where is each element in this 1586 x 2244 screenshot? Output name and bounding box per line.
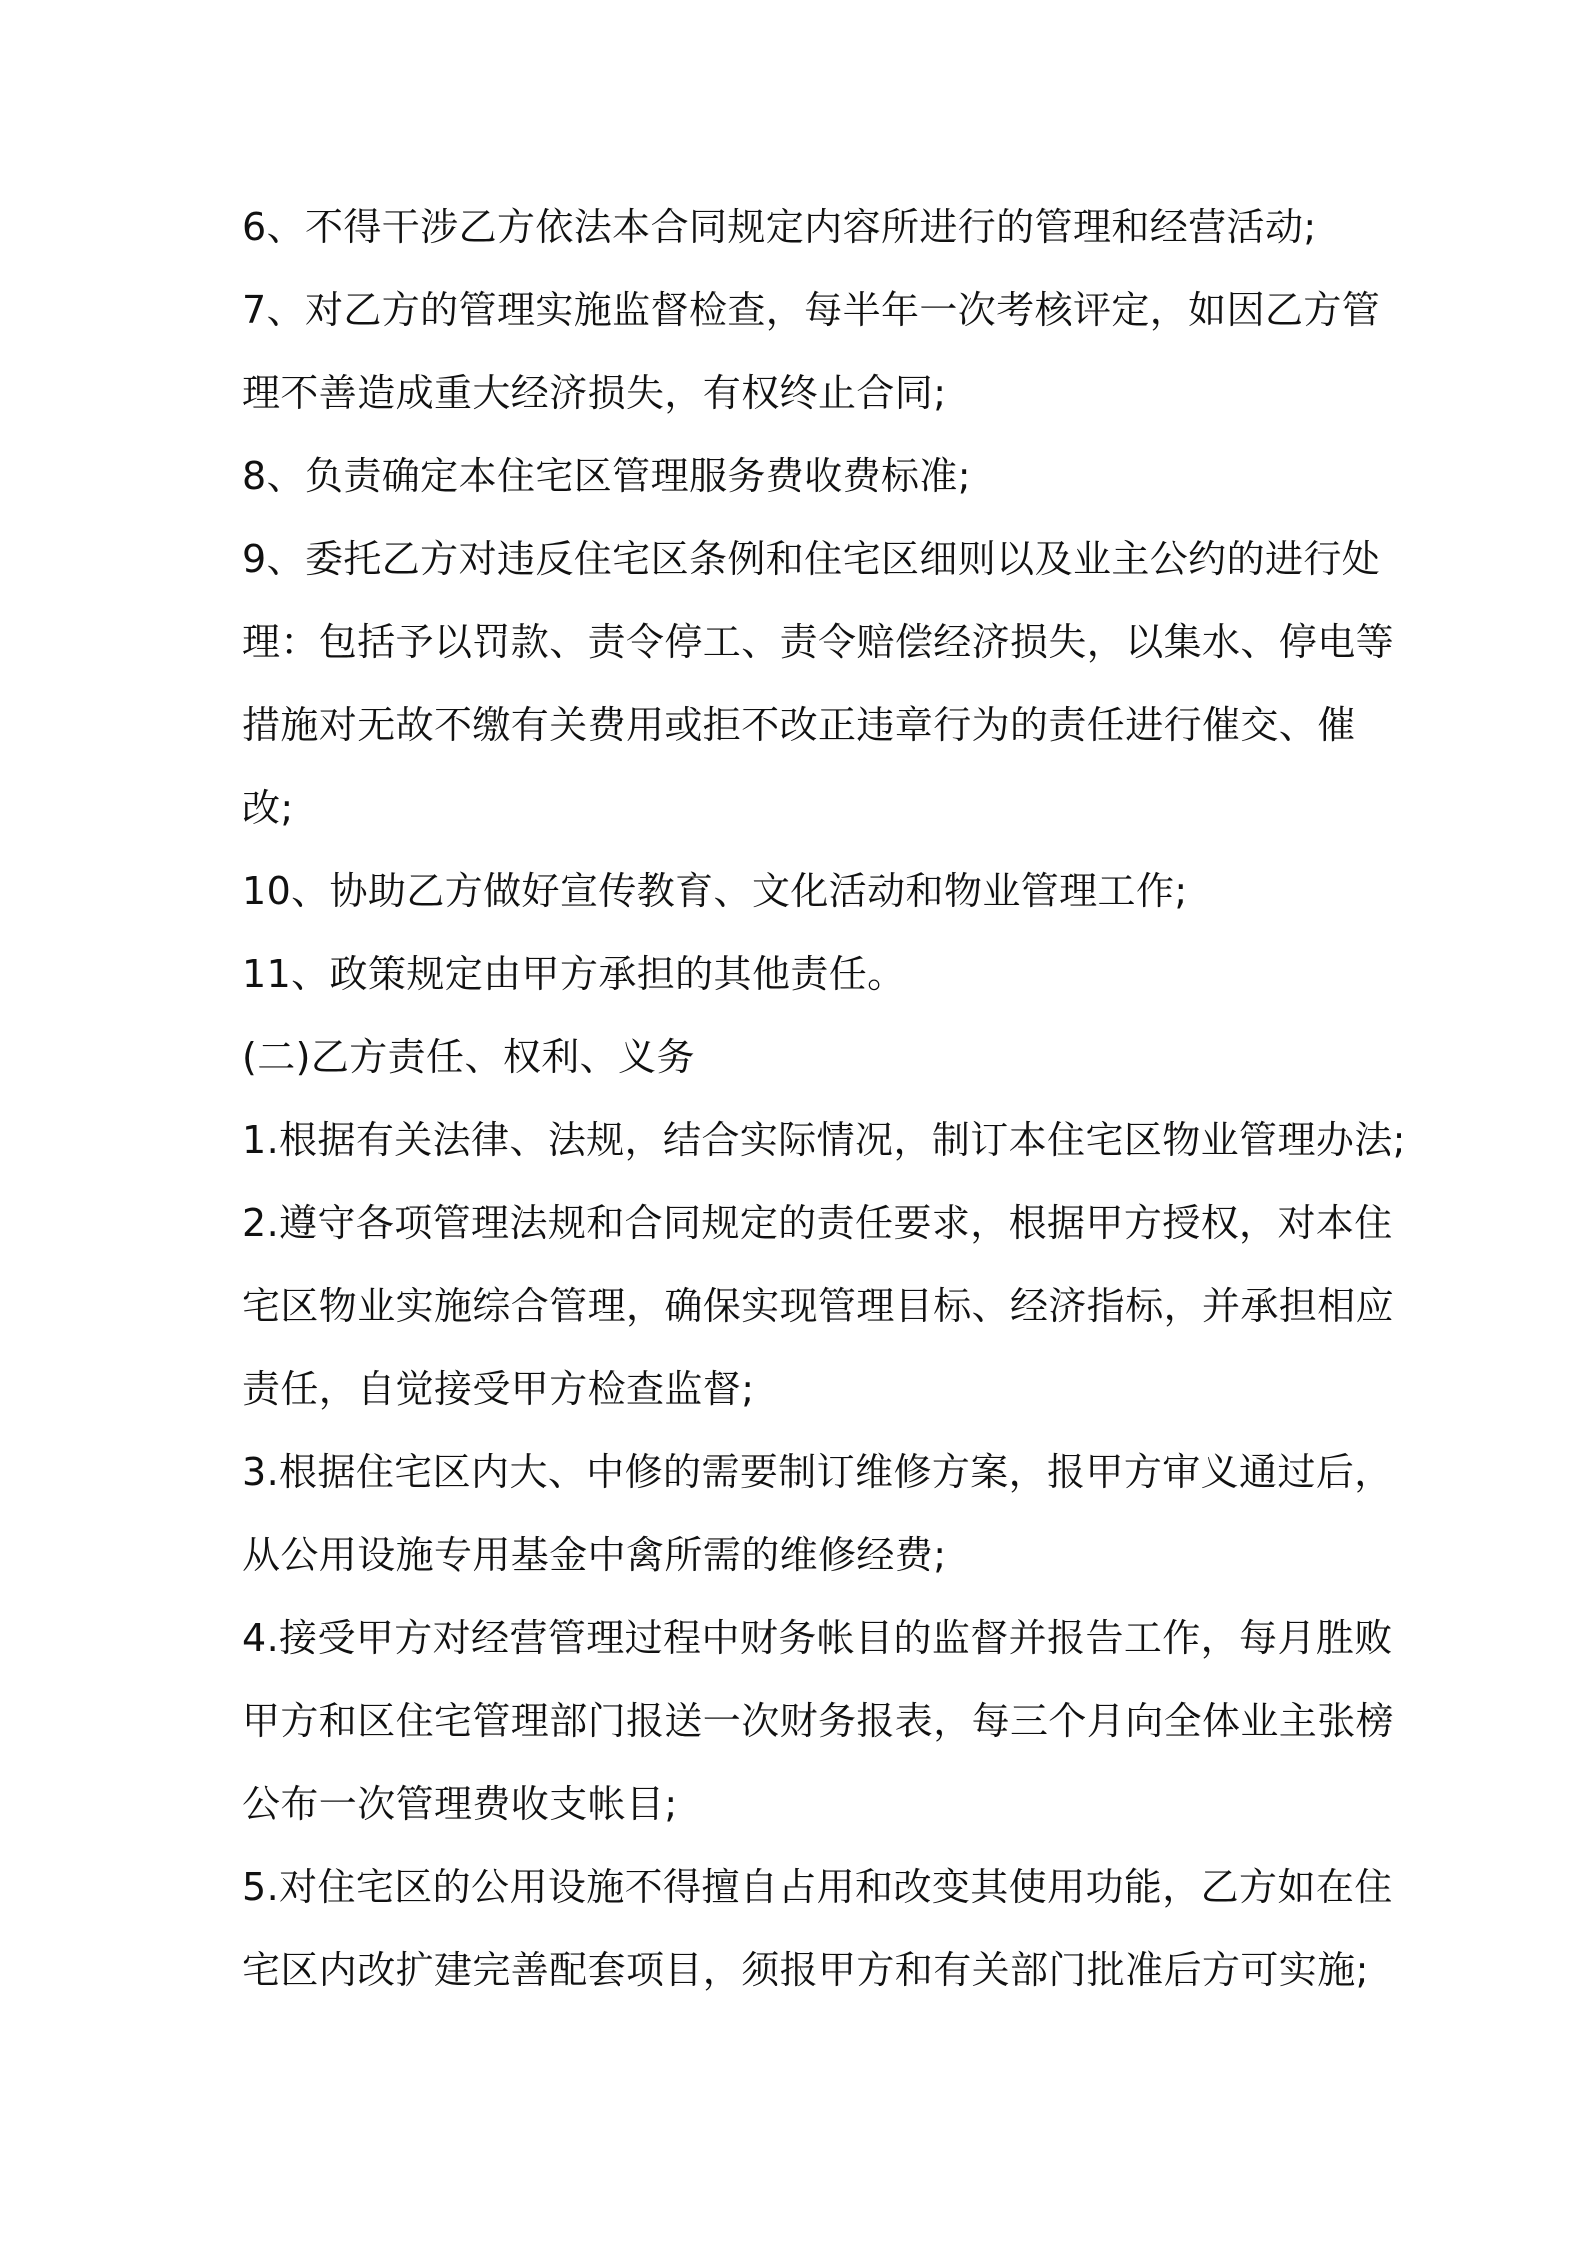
text-line: 宅区物业实施综合管理，确保实现管理目标、经济指标，并承担相应	[242, 1284, 1395, 1328]
text-line: 1.根据有关法律、法规，结合实际情况，制订本住宅区物业管理办法;	[242, 1118, 1406, 1162]
text-line: 措施对无故不缴有关费用或拒不改正违章行为的责任进行催交、催	[242, 703, 1356, 747]
text-line: 宅区内改扩建完善配套项目，须报甲方和有关部门批准后方可实施;	[242, 1948, 1369, 1992]
text-line: 9、委托乙方对违反住宅区条例和住宅区细则以及业主公约的进行处	[242, 537, 1381, 581]
text-line: 理：包括予以罚款、责令停工、责令赔偿经济损失，以集水、停电等	[242, 620, 1395, 664]
text-line: 改;	[242, 786, 294, 830]
text-line: 甲方和区住宅管理部门报送一次财务报表，每三个月向全体业主张榜	[242, 1699, 1395, 1743]
text-line: 公布一次管理费收支帐目;	[242, 1782, 678, 1826]
document-body	[242, 186, 1406, 2012]
text-line: 10、协助乙方做好宣传教育、文化活动和物业管理工作;	[242, 869, 1188, 913]
text-line: 理不善造成重大经济损失，有权终止合同;	[242, 371, 947, 415]
text-line: 3.根据住宅区内大、中修的需要制订维修方案，报甲方审义通过后，	[242, 1450, 1393, 1494]
text-line: 11、政策规定由甲方承担的其他责任。	[242, 952, 906, 996]
text-line: 5.对住宅区的公用设施不得擅自占用和改变其使用功能，乙方如在住	[242, 1865, 1393, 1909]
section-heading: (二)乙方责任、权利、义务	[242, 1035, 695, 1079]
text-line: 4.接受甲方对经营管理过程中财务帐目的监督并报告工作，每月胜败	[242, 1616, 1393, 1660]
text-line: 8、负责确定本住宅区管理服务费收费标准;	[242, 454, 971, 498]
text-line: 7、对乙方的管理实施监督检查，每半年一次考核评定，如因乙方管	[242, 288, 1381, 332]
text-line: 责任，自觉接受甲方检查监督;	[242, 1367, 755, 1411]
text-line: 6、不得干涉乙方依法本合同规定内容所进行的管理和经营活动;	[242, 205, 1317, 249]
text-line: 从公用设施专用基金中禽所需的维修经费;	[242, 1533, 947, 1577]
text-line: 2.遵守各项管理法规和合同规定的责任要求，根据甲方授权，对本住	[242, 1201, 1393, 1245]
